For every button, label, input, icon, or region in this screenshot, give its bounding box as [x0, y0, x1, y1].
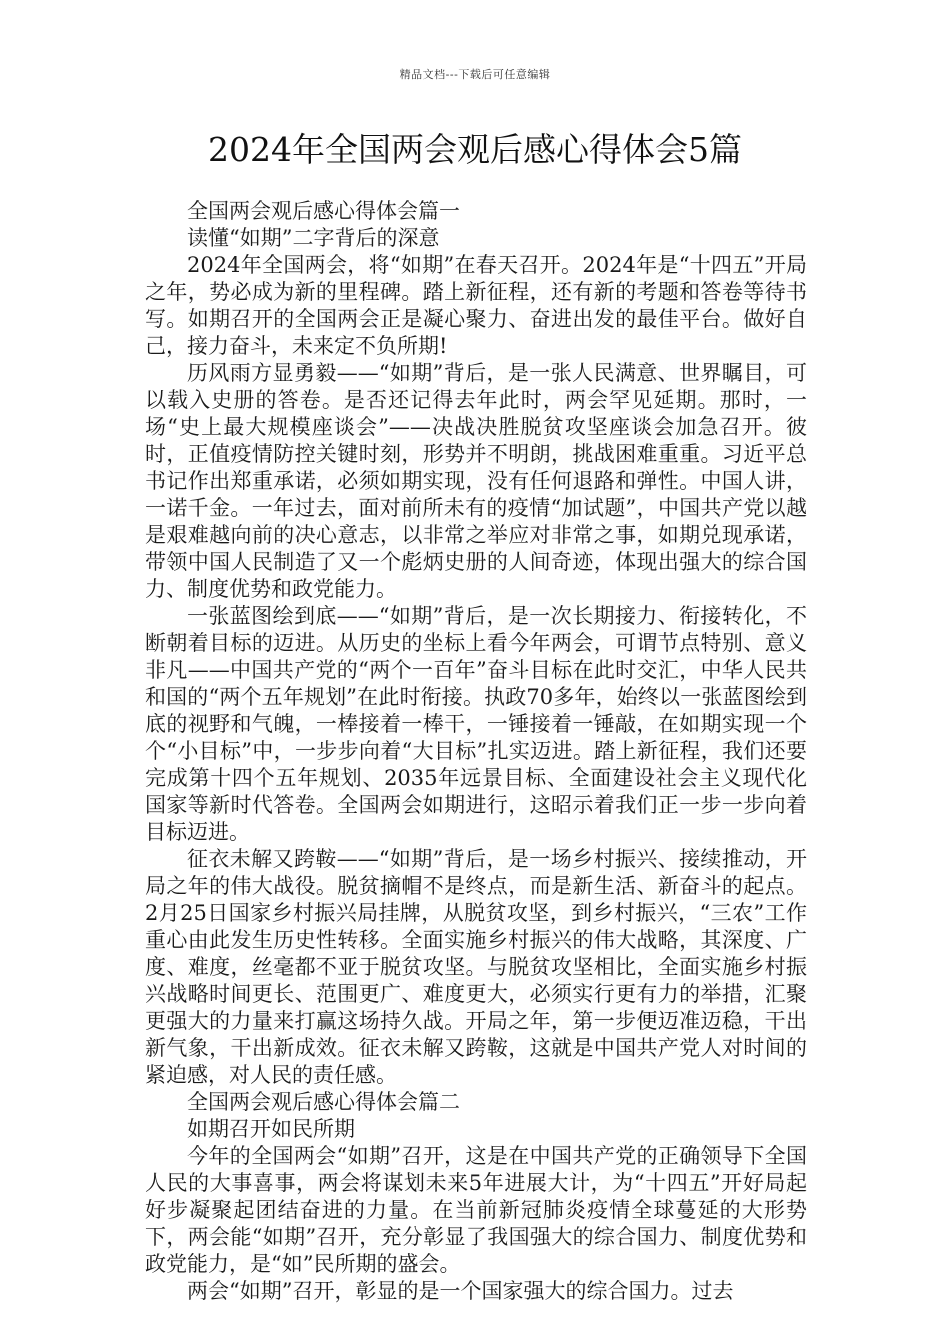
paragraph: 一张蓝图绘到底——“如期”背后，是一次长期接力、衔接转化，不断朝着目标的迈进。从历史的坐标上看今年两会，可谓节点特别、意义非凡——中国共产党的“两个一百年”奋斗目标在此时交汇，中华人民共和国的“两个五年规划”在此时衔接。执政70多年，始终以一张蓝图绘到底的视野和气魄，一棒接着一棒干，一锤接着一锤敲，在如期实现一个个“小目标”中，一步步向着“大目标”扎实迈进。踏上新征程，我们还要完成第十四个五年规划、2035年远景目标、全面建设社会主义现代化国家等新时代答卷。全国两会如期进行，这昭示着我们正一步一步向着目标迈进。	[145, 604, 807, 844]
header-note: 精品文档---下载后可任意编辑	[399, 68, 551, 81]
section-subtitle-1: 读懂“如期”二字背后的深意	[187, 226, 440, 250]
section-subtitle-2: 如期召开如民所期	[187, 1117, 355, 1141]
paragraph: 历风雨方显勇毅——“如期”背后，是一张人民满意、世界瞩目，可以载入史册的答卷。是否还记得去年此时，两会罕见延期。那时，一场“史上最大规模座谈会”——决战决胜脱贫攻坚座谈会加急召开。彼时，正值疫情防控关键时刻，形势并不明朗，挑战困难重重。习近平总书记作出郑重承诺，必须如期实现，没有任何退路和弹性。中国人讲，一诺千金。一年过去，面对前所未有的疫情“加试题”，中国共产党以越是艰难越向前的决心意志，以非常之举应对非常之事，如期兑现承诺，带领中国人民制造了又一个彪炳史册的人间奇迹，体现出强大的综合国力、制度优势和政党能力。	[145, 361, 807, 601]
document-body	[145, 198, 807, 1305]
paragraph: 两会“如期”召开，彰显的是一个国家强大的综合国力。过去	[187, 1279, 734, 1303]
paragraph: 征衣未解又跨鞍——“如期”背后，是一场乡村振兴、接续推动，开局之年的伟大战役。脱贫摘帽不是终点，而是新生活、新奋斗的起点。2月25日国家乡村振兴局挂牌，从脱贫攻坚，到乡村振兴，“三农”工作重心由此发生历史性转移。全面实施乡村振兴的伟大战略，其深度、广度、难度，丝毫都不亚于脱贫攻坚。与脱贫攻坚相比，全面实施乡村振兴战略时间更长、范围更广、难度更大，必须实行更有力的举措，汇聚更强大的力量来打赢这场持久战。开局之年，第一步便迈准迈稳，干出新气象，干出新成效。征衣未解又跨鞍，这就是中国共产党人对时间的紧迫感，对人民的责任感。	[145, 847, 807, 1087]
section-heading-1: 全国两会观后感心得体会篇一	[187, 199, 460, 223]
paragraph: 2024年全国两会，将“如期”在春天召开。2024年是“十四五”开局之年，势必成为新的里程碑。踏上新征程，还有新的考题和答卷等待书写。如期召开的全国两会正是凝心聚力、奋进出发的最佳平台。做好自己，接力奋斗，未来定不负所期!	[145, 253, 807, 358]
document-title: 2024年全国两会观后感心得体会5篇	[208, 130, 742, 169]
section-heading-2: 全国两会观后感心得体会篇二	[187, 1090, 460, 1114]
paragraph: 今年的全国两会“如期”召开，这是在中国共产党的正确领导下全国人民的大事喜事，两会将谋划未来5年进展大计，为“十四五”开好局起好步凝聚起团结奋进的力量。在当前新冠肺炎疫情全球蔓延的大形势下，两会能“如期”召开，充分彰显了我国强大的综合国力、制度优势和政党能力，是“如”民所期的盛会。	[145, 1144, 807, 1276]
